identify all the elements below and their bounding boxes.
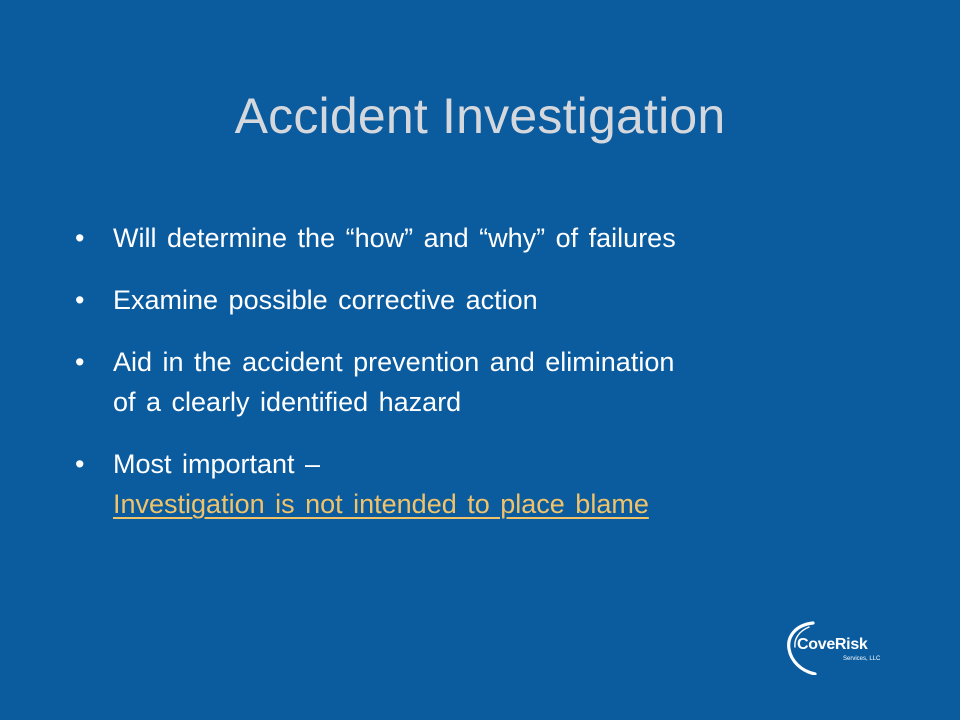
bullet-text: Examine possible corrective action — [113, 285, 538, 315]
bullet-dot: • — [75, 285, 85, 315]
logo-subtitle: Services, LLC — [843, 656, 881, 662]
bullet-item — [75, 444, 895, 524]
bullet-text: Will determine the “how” and “why” of failures — [113, 223, 676, 253]
bullet-text-line-1: Aid in the accident prevention and elimination — [113, 347, 675, 377]
slide-title: Accident Investigation — [234, 88, 726, 144]
coverisk-logo — [785, 619, 885, 675]
blame-link[interactable]: Investigation is not intended to place blame — [113, 489, 649, 519]
bullet-dot: • — [75, 449, 85, 479]
bullet-item — [75, 280, 895, 320]
bullet-text-line-2: of a clearly identified hazard — [113, 387, 462, 417]
bullet-item — [75, 342, 895, 422]
bullet-dot: • — [75, 223, 85, 253]
logo-wordmark: CoveRisk — [797, 636, 868, 653]
bullet-dot: • — [75, 347, 85, 377]
bullet-text: Most important – — [113, 449, 321, 479]
bullet-list — [75, 218, 895, 546]
bullet-item — [75, 218, 895, 258]
